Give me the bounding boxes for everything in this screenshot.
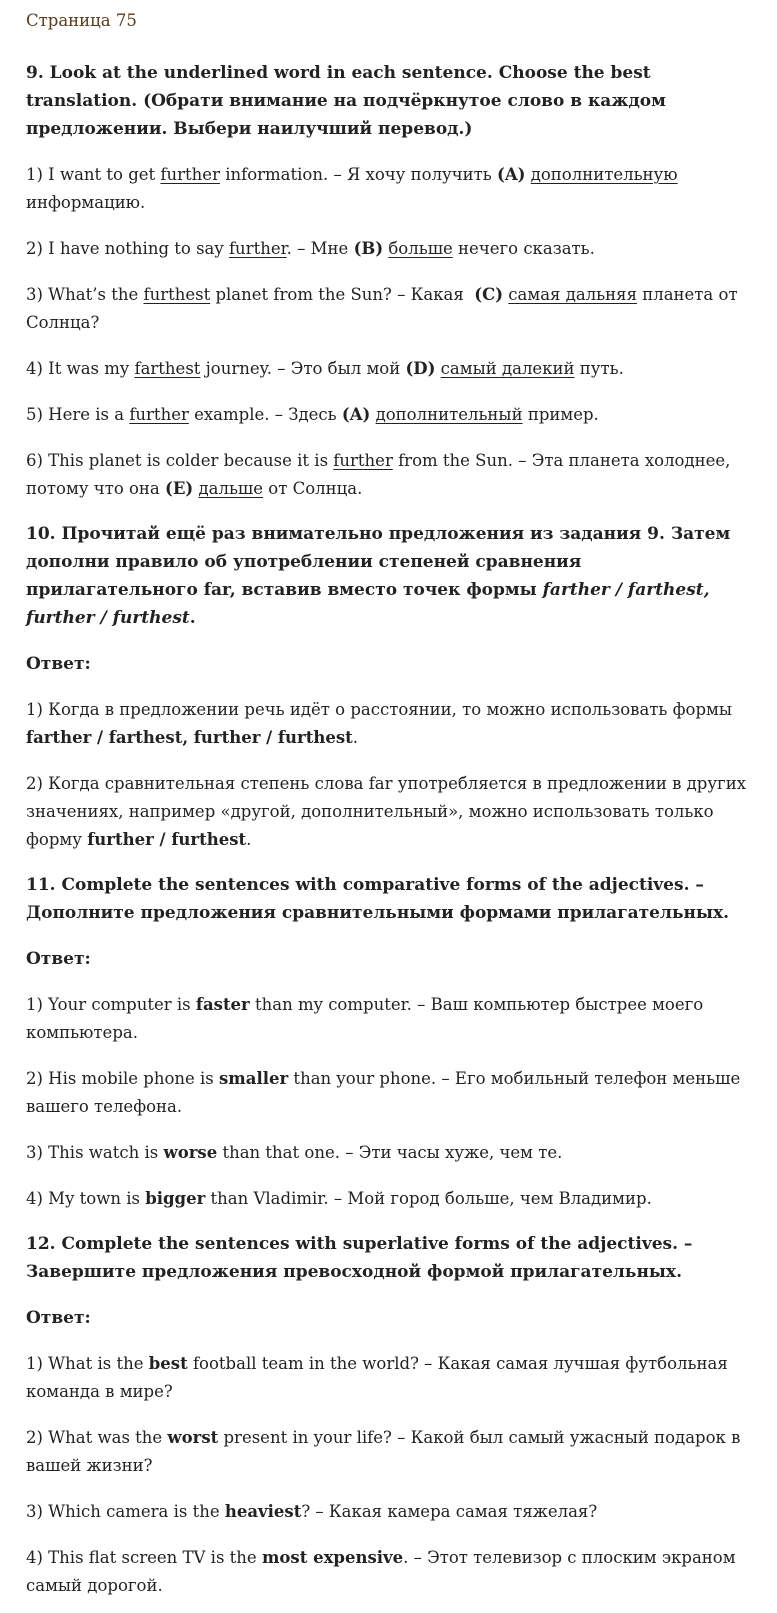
underlined-word: further [333, 451, 393, 470]
ex9-item: 1) I want to get further information. – Я хочу получить (A) дополнительную информацию. [26, 165, 678, 212]
forms-italic: farther / farthest, further / furthest [26, 580, 710, 628]
ex10-item: 1) Когда в предложении речь идёт о расстоянии, то можно использовать формы farther / farthest, further / furthest. [26, 700, 733, 747]
exercise-11-heading: 11. Complete the sentences with comparative forms of the adjectives. – Дополните предложения сравнительными формами прилагательных. [26, 875, 730, 923]
answer-letter: (A) [497, 165, 526, 184]
ex12-item: 2) What was the worst present in your life? – Какой был самый ужасный подарок в вашей жизни? [26, 1428, 741, 1475]
ex11-item: 4) My town is bigger than Vladimir. – Мой город больше, чем Владимир. [26, 1189, 652, 1208]
underlined-translation: самый далекий [440, 359, 575, 378]
answer-label: Ответ: [26, 949, 91, 969]
answer-letter: (B) [353, 239, 384, 258]
page-header: Страница 75 [26, 11, 137, 30]
ex9-item: 3) What’s the furthest planet from the Sun? – Какая (C) самая дальняя планета от Солнца? [26, 285, 738, 332]
ex11-item: 1) Your computer is faster than my computer. – Ваш компьютер быстрее моего компьютера. [26, 995, 704, 1042]
underlined-word: further [228, 239, 287, 258]
exercise-10-heading: 10. Прочитай ещё раз внимательно предложения из задания 9. Затем дополни правило об употреблении степеней сравнения прилагательного far, вставив вместо точек формы farther / farthest, further / furthest. [26, 524, 731, 628]
answer-label: Ответ: [26, 654, 91, 674]
ex10-item: 2) Когда сравнительная степень слова far употребляется в предложении в других значениях, например «другой, дополнительный», можно использовать только форму further / furthest. [26, 774, 746, 849]
ex9-item: 5) Here is a further example. – Здесь (A) дополнительный пример. [26, 405, 599, 424]
ex12-item: 1) What is the best football team in the world? – Какая самая лучшая футбольная команда в мире? [26, 1354, 728, 1401]
underlined-translation: больше [388, 239, 453, 258]
ex12-item: 3) Which camera is the heaviest? – Какая камера самая тяжелая? [26, 1502, 598, 1521]
exercise-12-heading: 12. Complete the sentences with superlative forms of the adjectives. – Завершите предложения превосходной формой прилагательных. [26, 1234, 693, 1282]
answer-label: Ответ: [26, 1308, 91, 1328]
exercise-9-heading: 9. Look at the underlined word in each sentence. Choose the best translation. (Обрати внимание на подчёркнутое слово в каждом предложении. Выбери наилучший перевод.) [26, 63, 666, 139]
answer-letter: (E) [165, 479, 194, 498]
underlined-word: further [160, 165, 220, 184]
underlined-translation: самая дальняя [508, 285, 637, 304]
answer-letter: (C) [474, 285, 504, 304]
underlined-translation: дальше [198, 479, 264, 498]
underlined-word: further [129, 405, 189, 424]
ex11-item: 3) This watch is worse than that one. – Эти часы хуже, чем те. [26, 1143, 563, 1162]
underlined-translation: дополнительный [375, 405, 523, 424]
ex11-item: 2) His mobile phone is smaller than your phone. – Его мобильный телефон меньше вашего телефона. [26, 1069, 741, 1116]
ex9-item: 2) I have nothing to say further. – Мне (B) больше нечего сказать. [26, 239, 595, 258]
answer-letter: (D) [405, 359, 436, 378]
answer-letter: (A) [341, 405, 371, 424]
underlined-word: farthest [134, 359, 201, 378]
ex9-item: 4) It was my farthest journey. – Это был мой (D) самый далекий путь. [26, 359, 624, 378]
underlined-translation: дополнительную [530, 165, 678, 184]
underlined-word: furthest [143, 285, 211, 304]
ex12-item: 4) This flat screen TV is the most expensive. – Этот телевизор с плоским экраном самый дорогой. [26, 1548, 736, 1595]
ex9-item: 6) This planet is colder because it is further from the Sun. – Эта планета холоднее, потому что она (E) дальше от Солнца. [26, 451, 731, 498]
